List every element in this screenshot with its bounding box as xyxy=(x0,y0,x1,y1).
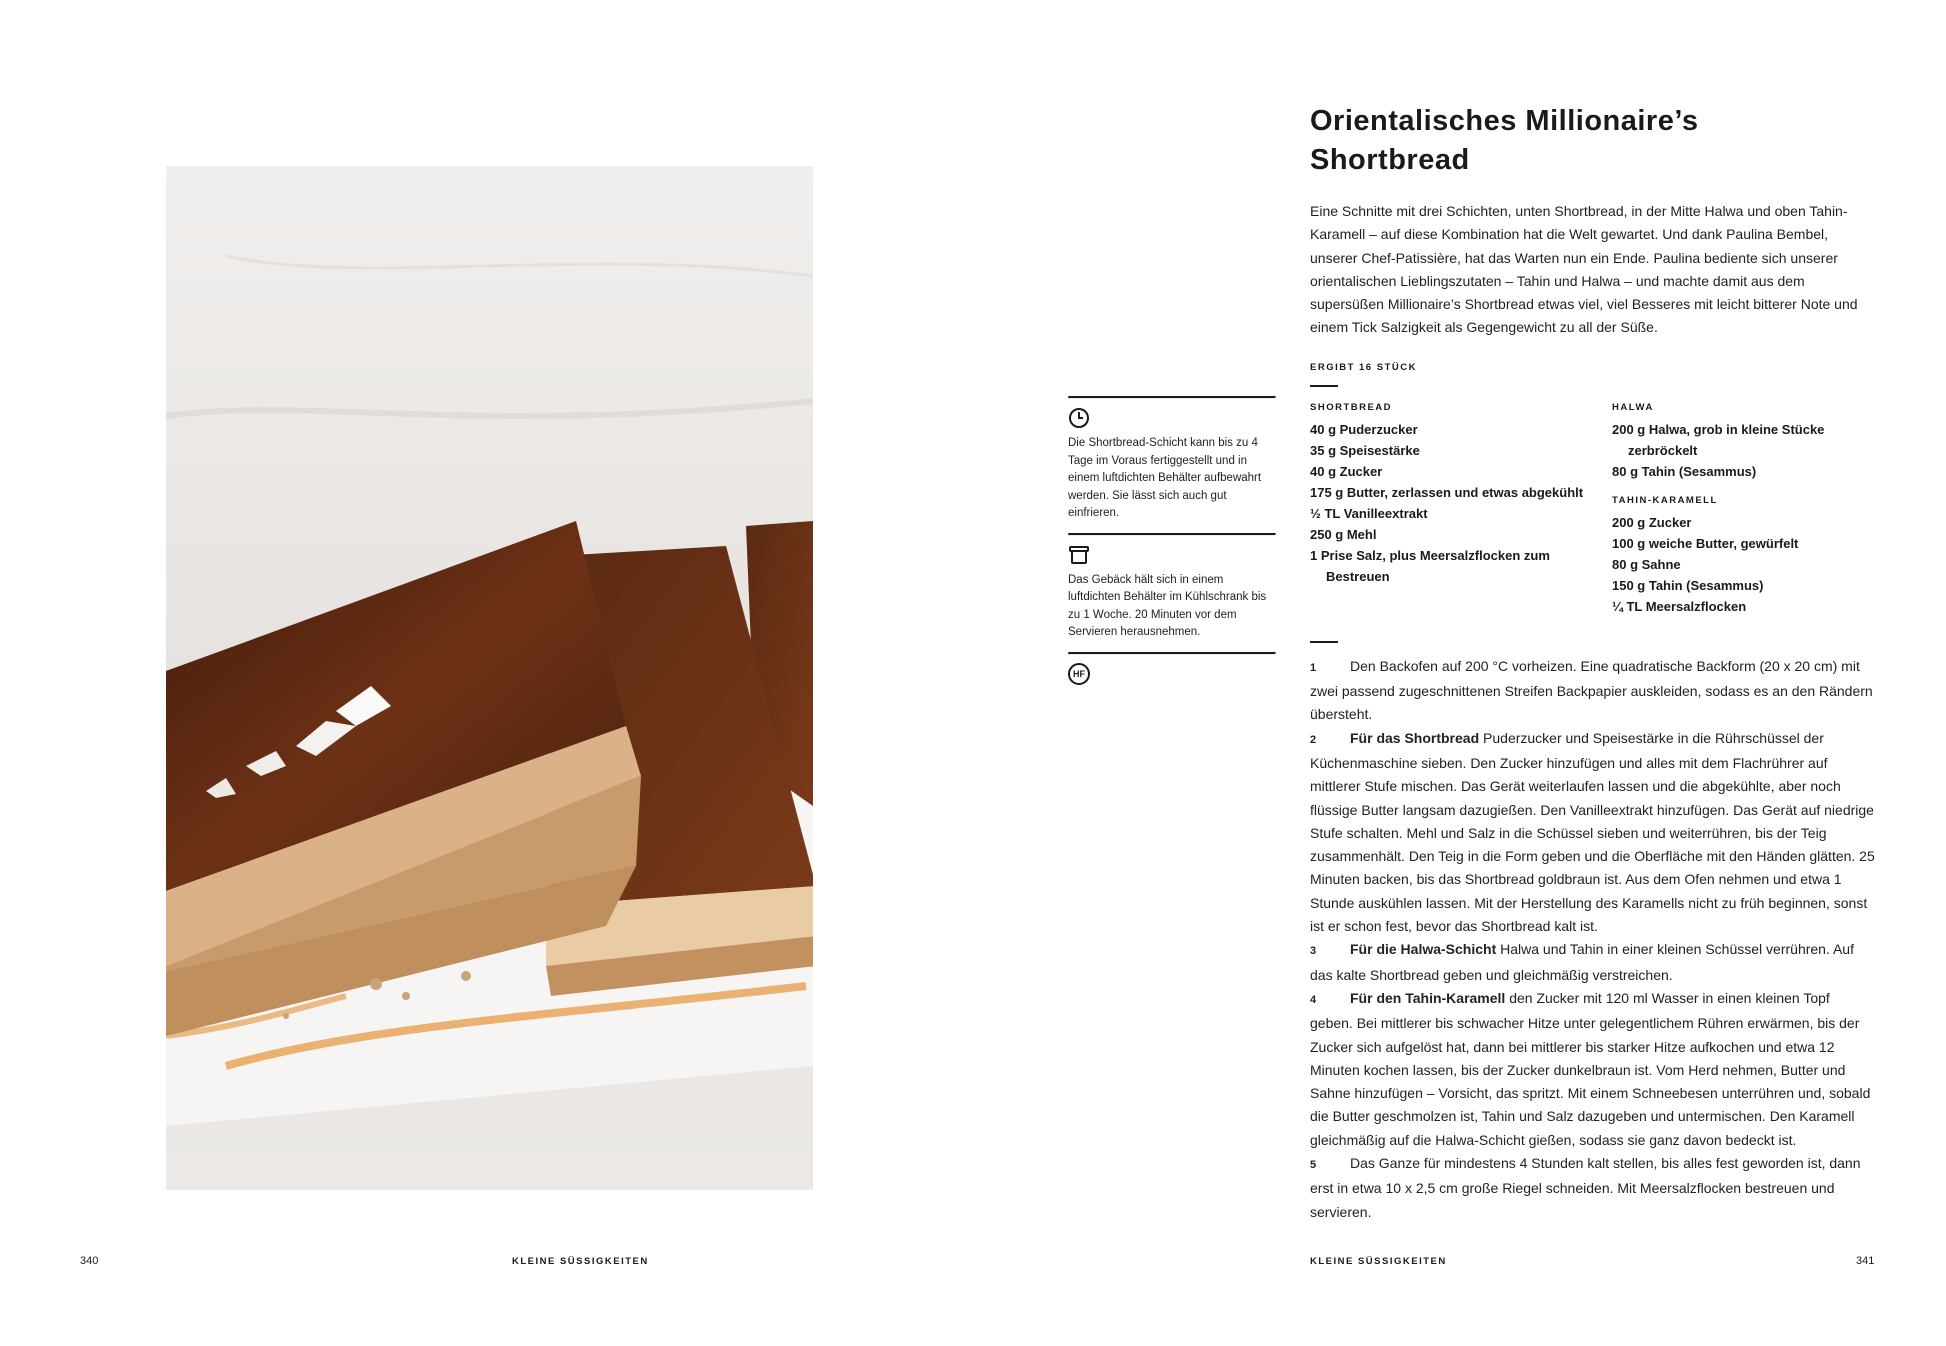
ingredient-item: 35 g Speisestärke xyxy=(1310,442,1420,458)
method-step: 4 Für den Tahin-Karamell den Zucker mit 120 ml Wasser in einen kleinen Topf geben. Bei mittlerer bis schwacher Hitze unter gelegentlichem Rühren erwärmen, bis der Zucker sich aufgelöst hat, dann bei mittlerer bis starker Hitze aufkochen und etwa 12 Minuten kochen lassen, bis der Zucker dunkelbraun ist. Vom Herd nehmen, Butter und Sahne hinzufügen – Vorsicht, das spritzt. Mit einem Schneebesen unterrühren und, sobald die Butter geschmolzen ist, Tahin und Salz dazugeben und untermischen. Den Karamell gleichmäßig auf die Halwa-Schicht gießen, sodass sie ganz davon bedeckt ist. xyxy=(1310,989,1871,1148)
advance-note-text: Die Shortbread-Schicht kann bis zu 4 Tage im Voraus fertiggestellt und in einem luftdichten Behälter aufbewahrt werden. Sie lässt sich auch gut einfrieren. xyxy=(1068,437,1262,519)
karamell-list xyxy=(1612,512,1876,617)
yield-rule xyxy=(1310,385,1338,387)
advance-note xyxy=(1068,399,1276,533)
container-icon xyxy=(1068,544,1090,566)
ingredient-item: 100 g weiche Butter, gewürfelt xyxy=(1612,535,1799,551)
recipe-intro: Eine Schnitte mit drei Schichten, unten Shortbread, in der Mitte Halwa und oben Tahin-Karamell – auf diese Kombination hat die Welt gewartet. Und dank Paulina Bembel, unserer Chef-Patissière, hat das Warten nun ein Ende. Paulina bediente sich unserer orientalischen Lieblingszutaten – Tahin und Halwa – und machte damit aus dem supersüßen Millionaire’s Shortbread etwas viel, viel Besseres mit leicht bitterer Note und einem Tick Salzigkeit als Gegengewicht zu all der Süße. xyxy=(1310,203,1858,336)
method-step: 3 Für die Halwa-Schicht Halwa und Tahin in einer kleinen Schüssel verrühren. Auf das kalte Shortbread geben und gleichmäßig verstreichen. xyxy=(1310,941,1854,983)
halwa-heading: HALWA xyxy=(1612,401,1654,413)
running-head-left: KLEINE SÜSSIGKEITEN xyxy=(512,1256,649,1267)
title-line-2: Shortbread xyxy=(1310,144,1470,176)
recipe-yield: ERGIBT 16 STÜCK xyxy=(1310,361,1417,373)
hf-note xyxy=(1068,655,1276,695)
steps-rule xyxy=(1310,641,1338,643)
ingredient-item: ¼ TL Meersalzflocken xyxy=(1612,598,1747,614)
method-step: 2 Für das Shortbread Puderzucker und Speisestärke in die Rührschüssel der Küchenmaschine sieben. Den Zucker hinzufügen und alles mit dem Flachrührer auf mittlerer Stufe mischen. Das Gerät weiterlaufen lassen und die abgekühlte, aber noch flüssige Butter langsam dazugießen. Den Vanilleextrakt hinzufügen. Das Gerät auf niedrige Stufe schalten. Mehl und Salz in die Schüssel sieben und weiterrühren, bis der Teig zusammenhält. Den Teig in die Form geben und die Oberfläche mit den Händen glätten. 25 Minuten backen, bis das Shortbread goldbraun ist. Aus dem Ofen nehmen und etwa 1 Stunde auskühlen lassen. Mit der Herstellung des Karamells nicht zu früh beginnen, sonst ist er schon fest, bevor das Shortbread kalt ist. xyxy=(1310,729,1875,935)
storage-note xyxy=(1068,536,1276,652)
sidebar-notes xyxy=(1068,396,1276,695)
ingredient-item: 40 g Zucker xyxy=(1310,463,1383,479)
halwa-list xyxy=(1612,419,1876,482)
hf-badge-icon: HF xyxy=(1068,663,1090,685)
shortbread-list xyxy=(1310,419,1612,587)
page-number-right: 341 xyxy=(1856,1255,1875,1267)
ingredient-item: 40 g Puderzucker xyxy=(1310,421,1418,437)
method-step: 1 Den Backofen auf 200 °C vorheizen. Eine quadratische Backform (20 x 20 cm) mit zwei passend zugeschnittenen Streifen Backpapier auskleiden, sodass es an den Rändern übersteht. xyxy=(1310,657,1873,723)
page-number-left: 340 xyxy=(80,1255,99,1267)
recipe-photo xyxy=(166,166,813,1190)
recipe-title xyxy=(1310,102,1876,180)
ingredient-item: 175 g Butter, zerlassen und etwas abgekühlt xyxy=(1310,484,1584,500)
ingredients-column-left xyxy=(1310,401,1612,617)
ingredient-item: 80 g Tahin (Sesammus) xyxy=(1612,463,1757,479)
ingredient-item: ½ TL Vanilleextrakt xyxy=(1310,505,1428,521)
ingredient-item: 200 g Zucker xyxy=(1612,514,1692,530)
recipe-page xyxy=(1310,102,1876,1224)
method-step: 5 Das Ganze für mindestens 4 Stunden kalt stellen, bis alles fest geworden ist, dann erst in etwa 10 x 2,5 cm große Riegel schneiden. Mit Meersalzflocken bestreuen und servieren. xyxy=(1310,1155,1861,1220)
karamell-heading: TAHIN-KARAMELL xyxy=(1612,494,1718,506)
method-steps xyxy=(1310,655,1876,1224)
title-line-1: Orientalisches Millionaire’s xyxy=(1310,105,1699,137)
running-head-right: KLEINE SÜSSIGKEITEN xyxy=(1310,1256,1447,1267)
ingredient-item: 1 Prise Salz, plus Meersalzflocken zum Bestreuen xyxy=(1310,547,1550,584)
storage-note-text: Das Gebäck hält sich in einem luftdichten Behälter im Kühlschrank bis zu 1 Woche. 20 Minuten vor dem Servieren herausnehmen. xyxy=(1068,573,1267,638)
ingredient-item: 250 g Mehl xyxy=(1310,526,1377,542)
ingredients xyxy=(1310,401,1876,617)
ingredient-item: 80 g Sahne xyxy=(1612,556,1681,572)
ingredient-item: 200 g Halwa, grob in kleine Stücke zerbröckelt xyxy=(1612,421,1825,458)
ingredient-item: 150 g Tahin (Sesammus) xyxy=(1612,577,1764,593)
shortbread-heading: SHORTBREAD xyxy=(1310,401,1393,413)
clock-icon xyxy=(1068,407,1090,429)
shortbread-photo-illustration xyxy=(166,166,813,1190)
ingredients-column-right xyxy=(1612,401,1876,617)
